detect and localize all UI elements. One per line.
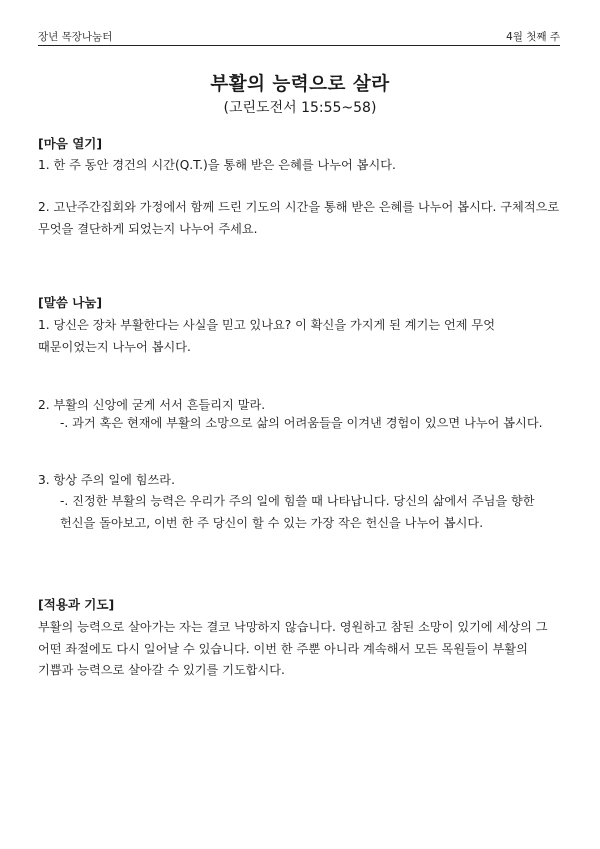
section-heading-word: [말씀 나눔]: [38, 295, 103, 310]
word-question-2: 2. 부활의 신앙에 굳게 서서 흔들리지 말라.: [38, 398, 266, 412]
page-title: 부활의 능력으로 살라: [210, 74, 390, 95]
header-group-name: 장년 목장나눔터: [38, 31, 113, 43]
scripture-reference: (고린도전서 15:55~58): [223, 100, 377, 116]
header-week: 4월 첫째 주: [506, 31, 560, 43]
apply-prayer-text: 부활의 능력으로 살아가는 자는 결코 낙망하지 않습니다. 영원하고 참된 소망이 있기에 세상의 그 어떤 좌절에도 다시 일어날 수 있습니다. 이번 한 주뿐 아니라 계속해서 모든 목원들이 부활의 기쁨과 능력으로 살아갈 수 있기를 기도합시다.: [38, 620, 548, 677]
word-question-1: 1. 당신은 장차 부활한다는 사실을 믿고 있나요? 이 확신을 가지게 된 계기는 언제 무엇 때문이었는지 나누어 봅시다.: [38, 318, 495, 354]
word-question-3: 3. 항상 주의 일에 힘쓰라.: [38, 473, 175, 487]
header-divider: [38, 45, 560, 46]
open-question-1: 1. 한 주 동안 경건의 시간(Q.T.)을 통해 받은 은혜를 나누어 봅시다.: [38, 158, 396, 172]
word-question-2-sub: -. 과거 혹은 현재에 부활의 소망으로 삶의 어려움들을 이겨낸 경험이 있으면 나누어 봅시다.: [60, 416, 543, 430]
word-question-3-sub: -. 진정한 부활의 능력은 우리가 주의 일에 힘쓸 때 나타납니다. 당신의 삶에서 주님을 향한 헌신을 돌아보고, 이번 한 주 당신이 할 수 있는 가장 작은 헌신을 나누어 봅시다.: [60, 494, 535, 530]
open-question-2: 2. 고난주간집회와 가정에서 함께 드린 기도의 시간을 통해 받은 은혜를 나누어 봅시다. 구체적으로 무엇을 결단하게 되었는지 나누어 주세요.: [38, 200, 560, 236]
section-heading-open: [마음 열기]: [38, 136, 103, 151]
section-heading-apply: [적용과 기도]: [38, 597, 115, 612]
